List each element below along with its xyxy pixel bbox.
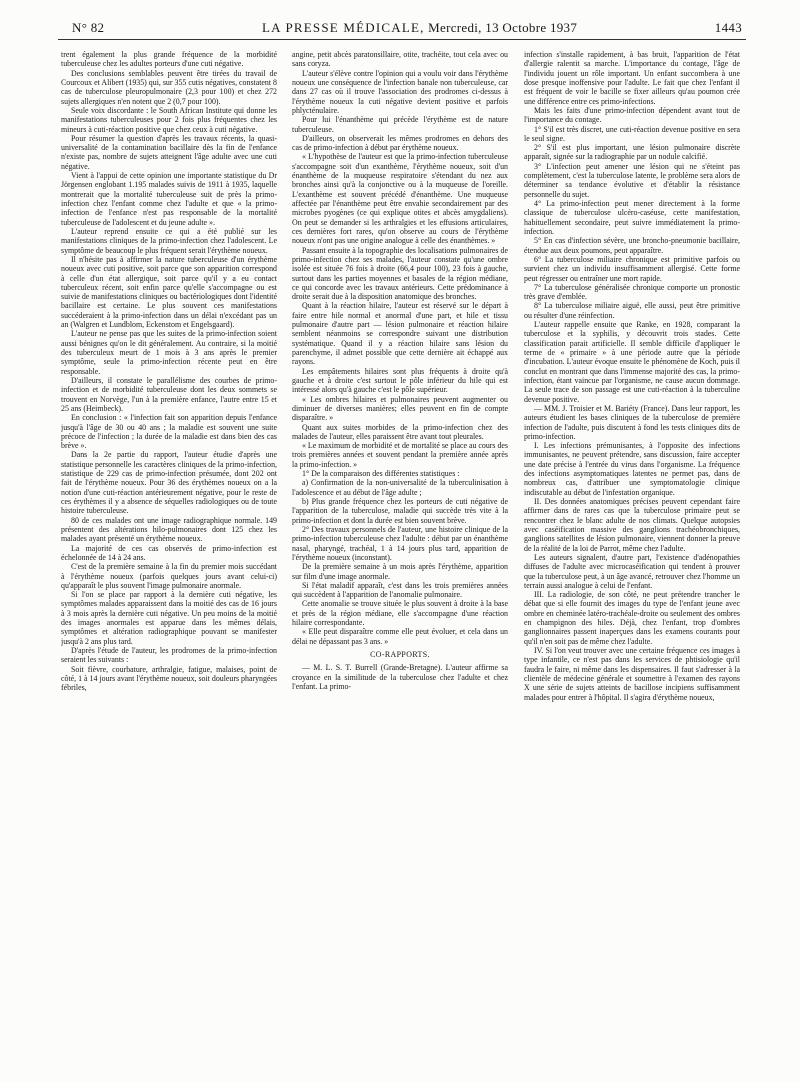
paragraph: CO-RAPPORTS. [370, 650, 430, 659]
paragraph: — M. L. S. T. Burrell (Grande-Bretagne). L'auteur affirme sa croyance en la similitude de la tuberculose chez l'adulte et chez l'enfant. La primo- [292, 663, 508, 691]
paragraph: L'auteur ne pense pas que les suites de la primo-infection soient aussi bénignes qu'on le dit généralement. Au contraire, si la moitié des tuberculeux meurt de 1 mois à 3 ans après le premier symptôme, seule la primo-infection récente peut en être responsable. [61, 329, 277, 376]
paragraph: C'est de la première semaine à la fin du premier mois succédant à l'érythème noueux (parfois quelques jours avant celui-ci) qu'apparaît le plus souvent l'image pulmonaire anormale. [61, 562, 277, 590]
paragraph: L'auteur reprend ensuite ce qui a été publié sur les manifestations cliniques de la primo-infection chez l'adolescent. Le symptôme de beaucoup le plus fréquent serait l'érythème noueux. [61, 226, 277, 255]
paragraph: La majorité de ces cas observés de primo-infection est échelonnée de 14 à 24 ans. [61, 543, 277, 562]
text-column-1 [61, 50, 277, 1060]
paragraph: 7° La tuberculose généralisée chronique comporte un pronostic très grave d'emblée. [524, 282, 740, 302]
paragraph: trent également la plus grande fréquence de la morbidité tuberculeuse chez les adultes porteurs d'une cuti négative. [61, 50, 277, 69]
text-column-2 [292, 50, 508, 1060]
paragraph: De la première semaine à un mois après l'érythème, apparition sur film d'une image anormale. [292, 562, 508, 581]
paragraph: Si l'état maladif apparaît, c'est dans les trois premières années qui succèdent à l'apparition de l'anomalie pulmonaire. [292, 580, 508, 600]
paragraph: 6° La tuberculose miliaire chronique est primitive parfois ou survient chez un individu insuffisamment allergisé. Cette forme peut régresser ou entraîner une mort rapide. [524, 254, 740, 283]
paragraph: Il n'hésite pas à affirmer la nature tuberculeuse d'un érythème noueux avec cuti positive, soit parce que son apparition correspond à celle d'un état allergique, soit parce qu'il y a eu contact tuberculeux récent, soit enfin parce qu'elle s'accompagne ou est suivie de manifestations cliniques ou bactériologiques dont l'identité bacillaire est certaine. Le plus souvent ces manifestations succéderaient à la primo-infection dans un délai n'excédant pas un an (Walgren et Lundblom, Eckenstom et Engelsgaard). [61, 254, 277, 330]
paragraph: D'ailleurs, il constate le parallélisme des courbes de primo-infection et de morbidité tuberculeuse dont les deux sommets se trouvent en Norvège, l'un à la première enfance, l'autre entre 15 et 25 ans (Heimbeck). [61, 375, 277, 413]
paragraph: Pour lui l'énanthème qui précède l'érythème est de nature tuberculeuse. [292, 115, 508, 134]
paragraph: D'après l'étude de l'auteur, les prodromes de la primo-infection seraient les suivants : [61, 646, 277, 665]
paragraph: L'auteur rappelle ensuite que Ranke, en 1928, comparant la tuberculose et la syphilis, y découvrit trois stades. Cette classification parait artificielle. Il semble difficile d'appliquer le terme de « primaire » à une période autre que la période d'incubation. L'auteur évoque ensuite le phénomène de Koch, puis il conclut en montrant que dans l'immense majorité des cas, la primo-infection, étant vaincue par l'organisme, ne cause aucun dommage. La seule trace de son passage est une cuti-réaction à la tuberculine devenue positive. [524, 320, 740, 404]
paragraph: Passant ensuite à la topographie des localisations pulmonaires de primo-infection chez ses malades, l'auteur constate qu'une ombre isolée est située 76 fois à droite (66,4 pour 100), 23 fois à gauche, surtout dans les parties moyennes et basales de la région médiane, ce qui concorde avec les travaux antérieurs. Cette prédominance à droite serait due à la disposition anatomique des bronches. [292, 245, 508, 302]
paragraph: angine, petit abcès paratonsillaire, otite, trachéite, tout cela avec ou sans coryza. [292, 50, 508, 69]
paragraph: Quant aux suites morbides de la primo-infection chez des malades de l'auteur, elles paraissent être avant tout pleurales. [292, 422, 508, 441]
journal-title: LA PRESSE MÉDICALE, [262, 20, 425, 35]
paragraph: 4° La primo-infection peut mener directement à la forme classique de tuberculose ulcéro-caséuse, cette manifestation, habituellement secondaire, peut suivre immédiatement la primo-infection. [524, 199, 740, 236]
paragraph: 3° L'infection peut amener une lésion qui ne s'éteint pas complètement, c'est la tuberculose latente, le problème sera alors de déterminer sa tendance évolutive et d'établir la résistance personnelle du sujet. [524, 161, 740, 199]
paragraph: III. La radiologie, de son côté, ne peut prétendre trancher le débat que si elle fournit des images du type de l'enfant jeune avec ombre en cheminée latéro-trachéale-droite ou seulement des ombres en champignon des hiles. Déjà, chez l'enfant, trop d'ombres ganglionnaires passent inaperçues dans les examens courants pour qu'il n'en soit pas de même chez l'adulte. [524, 590, 740, 646]
paragraph: 1° S'il est très discret, une cuti-réaction devenue positive en sera le seul signe. [524, 124, 740, 143]
paragraph: « Le maximum de morbidité et de mortalité se place au cours des trois premières années et souvent pendant la première année après la primo-infection. » [292, 441, 508, 469]
paragraph: infection s'installe rapidement, à bas bruit, l'apparition de l'état d'allergie ralentit sa marche. L'importance du contage, l'âge de l'individu jouent un rôle important. Un enfant succombera à une dose presque inoffensive pour l'adulte. Le fait que chez l'enfant il est fréquent de voir le bacille se fixer ailleurs qu'au poumon crée une différence entre ces primo-infections. [524, 50, 740, 106]
paragraph: Les empâtements hilaires sont plus fréquents à droite qu'à gauche et à droite c'est surtout le pôle inférieur du hile qui est intéressé alors qu'à gauche c'est le pôle supérieur. [292, 366, 508, 395]
paragraph: L'auteur s'élève contre l'opinion qui a voulu voir dans l'érythème noueux une conséquence de l'infection banale non tuberculeuse, car dans 27 cas où il trouve l'association des prodromes ci-dessus à l'érythème noueux la cuti négative devient positive et parfois phlycténulaire. [292, 68, 508, 115]
paragraph: Soit fièvre, courbature, arthralgie, fatigue, malaises, point de côté, 1 à 14 jours avant l'érythème noueux, soit douleurs pharyngées fébriles, [61, 664, 277, 693]
header-rule [58, 39, 746, 40]
paragraph: « Les ombres hilaires et pulmonaires peuvent augmenter ou diminuer de diverses manières; elles peuvent en fin de compte disparaître. » [292, 394, 508, 423]
page-number: 1443 [714, 20, 742, 35]
running-header [62, 16, 742, 38]
journal-title-date [262, 20, 577, 36]
paragraph: « L'hypothèse de l'auteur est que la primo-infection tuberculeuse s'accompagne soit d'un exanthème, l'érythème noueux, soit d'un énanthème de la muqueuse respiratoire s'étendant du nez aux bronches ainsi qu'à la conjonctive ou à la muqueuse de l'oreille. L'exanthème est souvent précédé d'énanthème. Une muqueuse affectée par l'énanthème peut être envahie secondairement par des microbes pyogènes (ce qui explique otites et abcès amygdaliens). On peut se demander si les arthralgies et les effusions articulaires, ces dernières fort rares, qu'on observe au cours de l'érythème noueux n'ont pas une origine analogue à celle des énanthèmes. » [292, 152, 508, 246]
paragraph: I. Les infections prémunisantes, à l'opposite des infections immunisantes, ne peuvent prétendre, sans discussion, faire accepter une date précise à l'entrée du virus dans l'organisme. La fréquence des infections asymptomatiques latentes ne permet pas, dans de nombreux cas, d'attribuer une symptomatologie clinique indiscutable au début de l'infestation organique. [524, 441, 740, 497]
paragraph: Les auteurs signalent, d'autre part, l'existence d'adénopathies diffuses de l'adulte avec microcaséification qui tendent à prouver que la tuberculose peut, à un âge avancé, retrouver chez l'homme un terrain aussi analogue à celui de l'enfant. [524, 552, 740, 590]
paragraph: 1° De la comparaison des différentes statistiques : [302, 469, 460, 479]
paragraph: 8° La tuberculose miliaire aiguë, elle aussi, peut être primitive ou résulter d'une réinfection. [524, 301, 740, 320]
paragraph: D'ailleurs, on observerait les mêmes prodromes en dehors des cas de primo-infection à début par érythème noueux. [292, 133, 508, 153]
issue-number: N° 82 [72, 20, 105, 35]
paragraph: b) Plus grande fréquence chez les porteurs de cuti négative de l'apparition de la tuberculose, maladie qui succède très vite à la primo-infection et dont la durée est bien souvent brève. [292, 497, 508, 525]
paragraph: — MM. J. Troisier et M. Bariéty (France). Dans leur rapport, les auteurs étudient les bases cliniques de la tuberculose de première infection de l'adulte, puis discutent à fond les tests cliniques dits de primo-infection. [524, 403, 740, 441]
paragraph: Si l'on se place par rapport à la dernière cuti négative, les symptômes malades apparaissent dans la moitié des cas de 16 jours à 3 mois après la dernière cuti négative. Un peu moins de la moitié des images anormales est apparue dans les mêmes délais, symptômes et altération radiographique pouvant se manifester jusqu'à 2 ans plus tard. [61, 590, 277, 646]
paragraph: II. Des données anatomiques précises peuvent cependant faire affirmer dans de rares cas que la tuberculose primaire peut se rencontrer chez le blanc adulte de nos climats. Quelque autopsies avec caséification massive des ganglions trachéobronchiques, ganglions satellites de lésion pulmonaire, viennent donner la preuve de la réalité de la loi de Parrot, même chez l'adulte. [524, 497, 740, 553]
paragraph: Cette anomalie se trouve située le plus souvent à droite à la base et près de la région médiane, elle s'accompagne d'une réaction hilaire correspondante. [292, 599, 508, 628]
paragraph: 2° S'il est plus important, une lésion pulmonaire discrète apparaît, signée sur la radiographie par un nodule calcifié. [524, 143, 740, 162]
paragraph: 80 de ces malades ont une image radiographique normale. 149 présentent des altérations hilo-pulmonaires dont 125 chez les malades ayant présenté un érythème noueux. [61, 515, 277, 544]
paragraph: Seule voix discordante : le South African Institute qui donne les manifestations tuberculeuses pour 2 fois plus fréquentes chez les mineurs à cuti-réaction positive que chez ceux à cuti négative. [61, 105, 277, 134]
paragraph: En conclusion : « l'infection fait son apparition depuis l'enfance jusqu'à l'âge de 30 ou 40 ans ; la maladie est souvent une suite précoce de l'infection ; la durée de la maladie est dans bien des cas brève ». [61, 413, 277, 451]
paragraph: Vient à l'appui de cette opinion une importante statistique du Dr Jörgensen englobant 1.195 malades suivis de 1911 à 1935, laquelle montrerait que la mortalité tuberculeuse suit de près la primo-infection chez l'enfant comme chez l'adulte et que « la primo-infection de l'enfance n'est pas responsable de la mortalité tuberculeuse de l'adolescent et du jeune adulte ». [61, 171, 277, 227]
paragraph: Quant à la réaction hilaire, l'auteur est réservé sur le départ à faire entre hile normal et anormal d'une part, et hile et tissu pulmonaire d'autre part — lésion pulmonaire et réaction hilaire semblent néanmoins se correspondre suivant une distribution systématique. Quand il y a réaction hilaire sans lésion du parenchyme, il admet possible que cette dernière ait échappé aux rayons. [292, 301, 508, 367]
paragraph: Pour résumer la question d'après les travaux récents, la quasi-universalité de la contamination bacillaire dès la fin de l'enfance n'existe pas, nombre de sujets atteignent l'âge adulte avec une cuti négative. [61, 133, 277, 171]
paragraph: 5° En cas d'infection sévère, une broncho-pneumonie bacillaire, étendue aux deux poumons, peut apparaître. [524, 236, 740, 255]
text-column-3 [524, 50, 740, 1060]
paragraph: IV. Si l'on veut trouver avec une certaine fréquence ces images à type infantile, ce n'est pas dans les services de phtisiologie qu'il faudra le faire, ni même dans les dispensaires. Il faut s'adresser à la clientèle de médecine générale et soumettre à l'examen des rayons X une série de sujets atteints de bacillose incipiens suffisamment malades pour entrer à l'hôpital. Il s'agira d'érythème noueux, [524, 646, 740, 702]
paragraph: « Elle peut disparaître comme elle peut évoluer, et cela dans un délai ne dépassant pas 3 ans. » [292, 627, 508, 646]
issue-date: Mercredi, 13 Octobre 1937 [428, 20, 578, 35]
paragraph: Des conclusions semblables peuvent être tirées du travail de Courcoux et Alibert (1935) qui, sur 355 cutis négatives, constatent 8 cas de tuberculose pleuropulmonaire (2,3 pour 100) et chez 272 sujets allergiques n'en notent que 2 (0,7 pour 100). [61, 68, 277, 106]
paragraph: 2° Des travaux personnels de l'auteur, une histoire clinique de la primo-infection tuberculeuse chez l'adulte : début par un énanthème nasal, pharyngé, trachéal, 1 à 14 jours plus tard, apparition de l'érythème noueux (inconstant). [292, 524, 508, 562]
paragraph: a) Confirmation de la non-universalité de la tuberculinisation à l'adolescence et au début de l'âge adulte ; [292, 478, 508, 497]
paragraph: Mais les faits d'une primo-infection dépendent avant tout de l'importance du contage. [524, 105, 740, 125]
paragraph: Dans la 2e partie du rapport, l'auteur étudie d'après une statistique personnelle les caractères cliniques de la primo-infection, statistique de 229 cas de primo-infection présumée, dont 202 ont fait de l'érythème noueux. Pour 36 des érythèmes noueux on a la notion d'une cuti-réaction antérieurement négative, pour le reste de ces érythèmes il y a absence de séquelles radiologiques ou de toute histoire tuberculeuse. [61, 450, 277, 516]
